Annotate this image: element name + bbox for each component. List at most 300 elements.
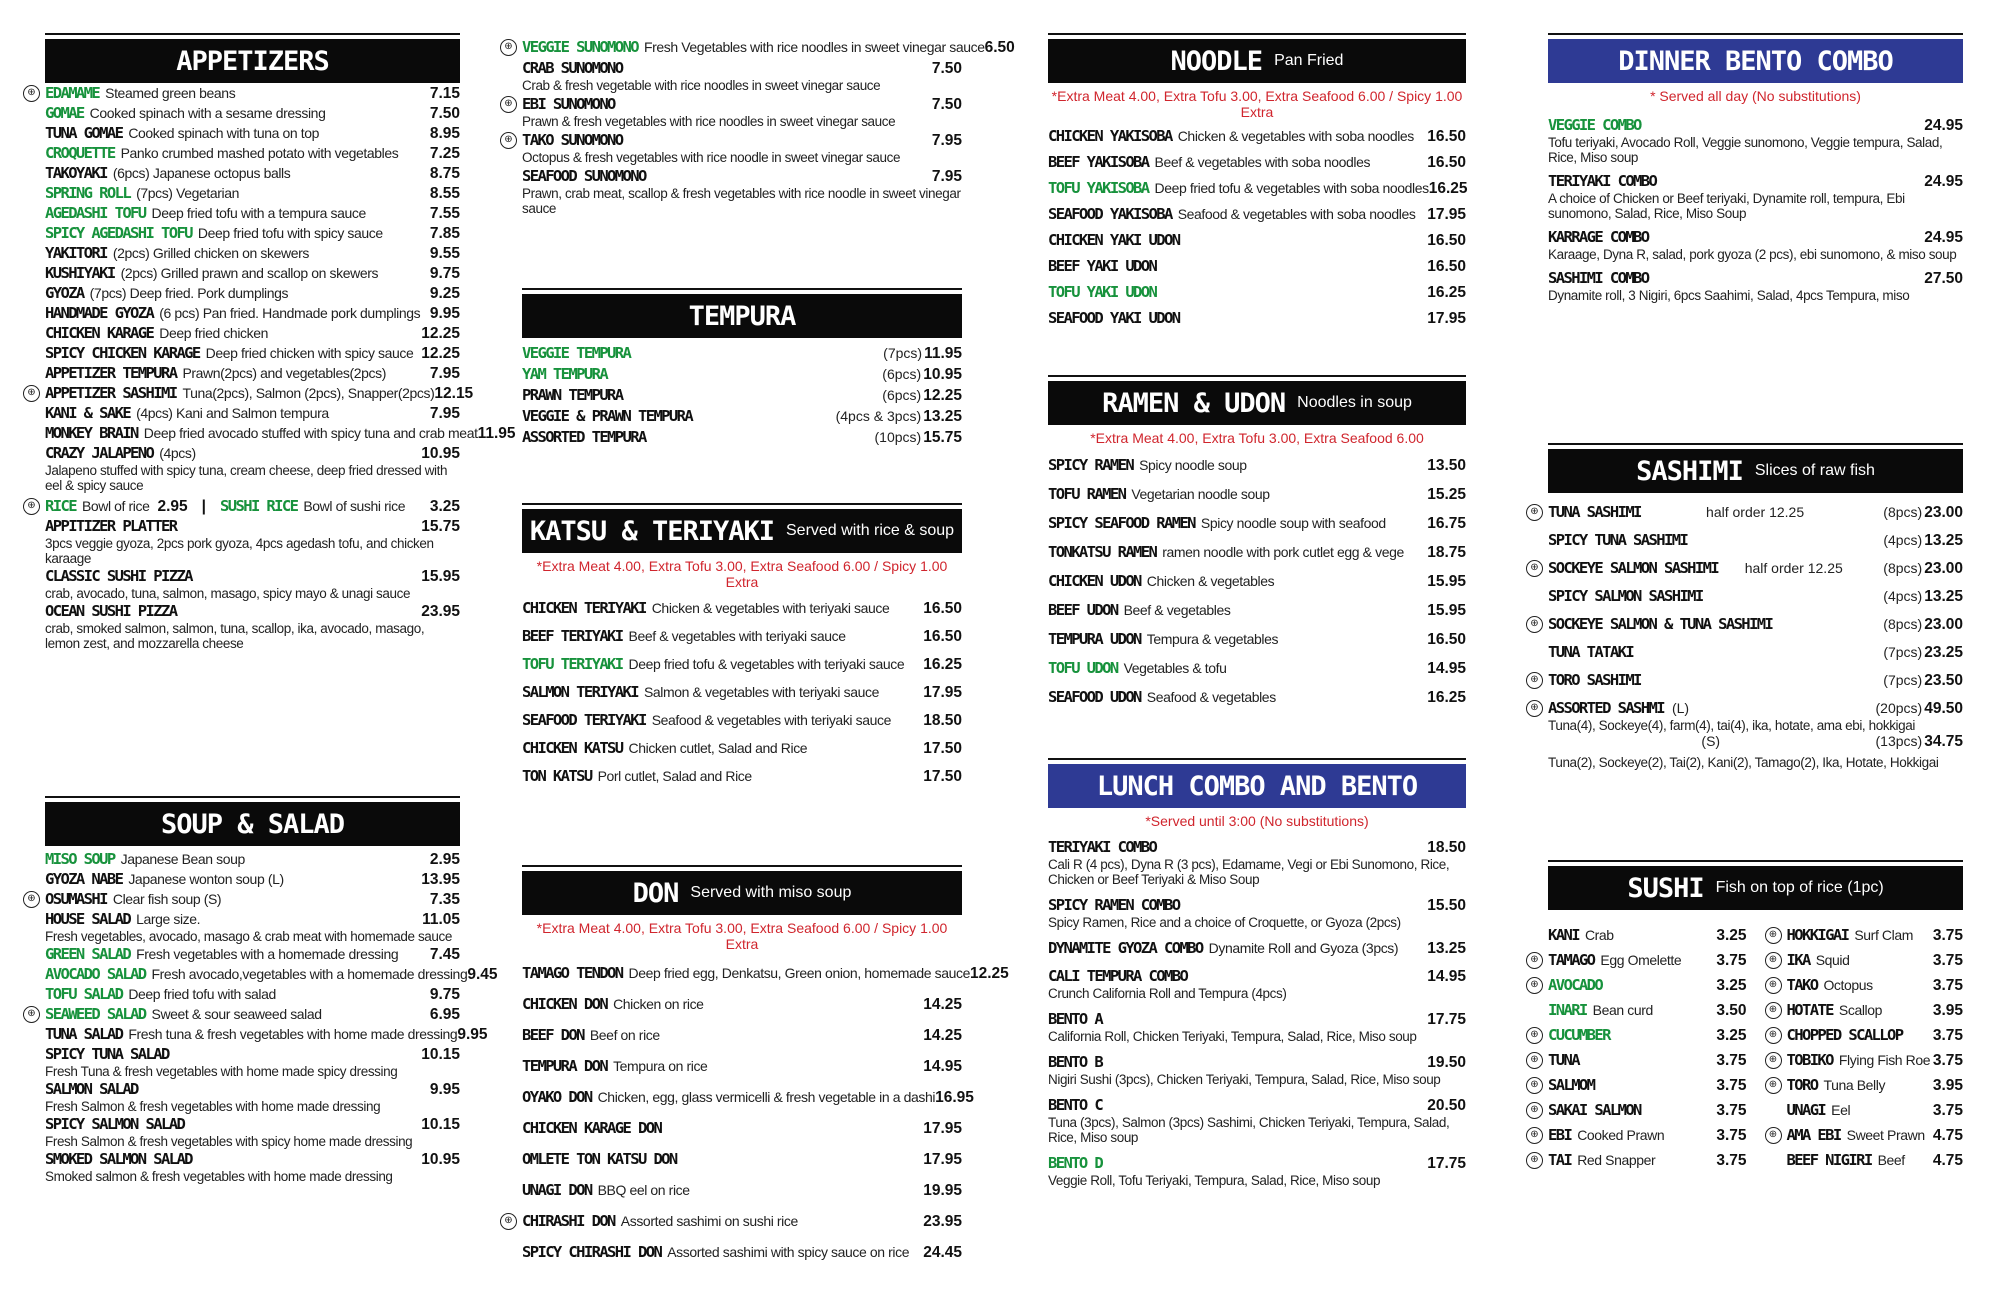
appetizers-list bbox=[27, 84, 516, 493]
menu-item bbox=[522, 1026, 962, 1045]
circle-mark-icon: ⊕ bbox=[23, 85, 40, 102]
menu-item bbox=[1787, 1151, 1964, 1170]
menu-item bbox=[1048, 572, 1466, 591]
item-name: INARI bbox=[1548, 1001, 1587, 1019]
item-price: 15.50 bbox=[1427, 897, 1466, 914]
item-price: 3.75 bbox=[1932, 1102, 1963, 1119]
menu-item-row bbox=[522, 739, 962, 758]
item-detail: Smoked salmon & fresh vegetables with home made dressing bbox=[45, 1169, 393, 1184]
item-price: 14.95 bbox=[923, 1058, 962, 1075]
menu-item-row bbox=[522, 683, 962, 702]
menu-item-row bbox=[45, 444, 460, 463]
item-price: 16.25 bbox=[1427, 284, 1466, 301]
menu-item-row bbox=[45, 364, 460, 383]
menu-item bbox=[1548, 269, 1963, 303]
menu-item bbox=[522, 365, 962, 384]
menu-item bbox=[1530, 671, 1963, 690]
item-price: 7.15 bbox=[429, 85, 460, 102]
menu-item-row bbox=[1048, 1154, 1466, 1173]
half-order: half order 12.25 bbox=[1744, 560, 1843, 576]
item-qty: (4pcs) bbox=[1883, 532, 1923, 548]
item-price: 15.95 bbox=[1427, 602, 1466, 619]
menu-item-row bbox=[522, 428, 962, 447]
item-detail: Fresh vegetables, avocado, masago & crab meat with homemade sauce bbox=[45, 929, 452, 944]
item-name: CHICKEN YAKI UDON bbox=[1048, 231, 1180, 249]
item-price: 16.50 bbox=[1427, 154, 1466, 171]
item-price: 2.95 bbox=[157, 498, 188, 515]
item-desc: Egg Omelette bbox=[1600, 952, 1682, 968]
noodle-list bbox=[1048, 127, 1466, 328]
menu-item bbox=[45, 1115, 460, 1149]
menu-item bbox=[45, 404, 460, 423]
menu-item-row bbox=[45, 602, 460, 621]
item-name: APPETIZER SASHIMI bbox=[45, 384, 177, 402]
item-price: 3.75 bbox=[1716, 952, 1747, 969]
item-price: 19.95 bbox=[923, 1182, 962, 1199]
item-desc: Beef & vegetables with soba noodles bbox=[1154, 154, 1371, 170]
item-name: TON KATSU bbox=[522, 767, 592, 785]
item-price: 12.15 bbox=[434, 385, 474, 402]
item-desc: Beef & vegetables bbox=[1123, 602, 1231, 618]
item-price: 8.95 bbox=[429, 125, 460, 142]
item-price: 7.95 bbox=[931, 168, 962, 185]
half-order: (L) bbox=[1671, 700, 1690, 716]
appetizers-list-2 bbox=[45, 517, 460, 651]
item-name: AVOCADO SALAD bbox=[45, 965, 146, 983]
item-name: VEGGIE & PRAWN TEMPURA bbox=[522, 407, 693, 425]
circle-mark-icon: ⊕ bbox=[500, 96, 517, 113]
menu-item-row bbox=[522, 386, 962, 405]
menu-item bbox=[1548, 228, 1963, 262]
menu-item-row bbox=[522, 407, 962, 426]
item-price: 16.75 bbox=[1427, 515, 1466, 532]
item-name: MISO SOUP bbox=[45, 850, 115, 868]
item-desc: Bowl of sushi rice bbox=[303, 498, 406, 514]
item-price: 4.75 bbox=[1932, 1152, 1963, 1169]
menu-item bbox=[1048, 231, 1466, 250]
item-price: 17.95 bbox=[923, 1120, 962, 1137]
menu-item-row bbox=[1048, 153, 1466, 172]
item-name: HOKKIGAI bbox=[1786, 926, 1849, 944]
item-price: 49.50 bbox=[1924, 700, 1963, 717]
circle-mark-icon: ⊕ bbox=[1765, 952, 1782, 969]
item-price: 7.55 bbox=[429, 205, 460, 222]
circle-mark-icon: ⊕ bbox=[500, 39, 517, 56]
item-name: SPICY TUNA SASHIMI bbox=[1548, 531, 1688, 549]
item-name: KUSHIYAKI bbox=[45, 264, 115, 282]
menu-item bbox=[45, 364, 460, 383]
menu-item-row bbox=[1048, 967, 1466, 986]
item-desc: Steamed green beans bbox=[105, 85, 236, 101]
menu-item-row bbox=[1768, 1076, 1964, 1095]
circle-mark-icon: ⊕ bbox=[1765, 1052, 1782, 1069]
item-price: 3.75 bbox=[1932, 977, 1963, 994]
item-name: RICE bbox=[45, 497, 76, 515]
item-detail: Tofu teriyaki, Avocado Roll, Veggie sunomono, Veggie tempura, Salad, Rice, Miso soup bbox=[1548, 135, 1943, 165]
menu-item bbox=[1048, 257, 1466, 276]
item-desc: Prawn(2pcs) and vegetables(2pcs) bbox=[182, 365, 386, 381]
section-title: RAMEN & UDON bbox=[1102, 387, 1286, 419]
item-price: 17.75 bbox=[1427, 1155, 1466, 1172]
menu-item bbox=[522, 599, 962, 618]
item-price: 16.25 bbox=[1428, 180, 1468, 197]
menu-item bbox=[1548, 172, 1963, 221]
item-detail: A choice of Chicken or Beef teriyaki, Dynamite roll, tempura, Ebi sunomono, Salad, Rice, Miso Soup bbox=[1548, 191, 1905, 221]
item-price: 23.95 bbox=[421, 603, 460, 620]
assorted-small-price: 34.75 bbox=[1924, 733, 1963, 750]
menu-item-row bbox=[522, 964, 1009, 983]
menu-item-row bbox=[522, 627, 962, 646]
item-price: 3.75 bbox=[1932, 952, 1963, 969]
item-price: 4.75 bbox=[1932, 1127, 1963, 1144]
item-detail: Fresh Salmon & fresh vegetables with home made dressing bbox=[45, 1099, 381, 1114]
appetizers-section bbox=[27, 33, 516, 651]
menu-item bbox=[1048, 659, 1466, 678]
dinner-section bbox=[1548, 33, 1963, 303]
menu-item-row bbox=[45, 104, 460, 123]
item-name: SEAFOOD TERIYAKI bbox=[522, 711, 646, 729]
item-name: TUNA TATAKI bbox=[1548, 643, 1634, 661]
item-name: OSUMASHI bbox=[45, 890, 107, 908]
item-desc: Chicken on rice bbox=[613, 996, 704, 1012]
item-name: TAKOYAKI bbox=[45, 164, 107, 182]
menu-item bbox=[1530, 1026, 1747, 1045]
item-qty: (20pcs) bbox=[1875, 700, 1923, 716]
menu-item bbox=[45, 304, 460, 323]
menu-item bbox=[1530, 559, 1963, 578]
menu-item-row bbox=[45, 945, 460, 964]
menu-item bbox=[1548, 926, 1747, 945]
menu-item bbox=[45, 124, 460, 143]
lunch-section bbox=[1048, 758, 1466, 1188]
menu-item-row bbox=[1768, 951, 1964, 970]
item-price: 9.95 bbox=[457, 1026, 488, 1043]
item-name: AGEDASHI TOFU bbox=[45, 204, 146, 222]
item-price: 16.50 bbox=[1427, 232, 1466, 249]
menu-item-row bbox=[45, 850, 460, 869]
menu-item bbox=[1530, 1076, 1747, 1095]
item-price: 18.50 bbox=[1427, 839, 1466, 856]
circle-mark-icon: ⊕ bbox=[23, 498, 40, 515]
sushi-right-list bbox=[1765, 920, 1964, 1170]
menu-item bbox=[1048, 514, 1466, 533]
menu-item-row bbox=[1548, 1001, 1747, 1020]
menu-item bbox=[45, 870, 460, 889]
item-name: CRAB SUNOMONO bbox=[522, 59, 623, 77]
item-qty: (7pcs) bbox=[883, 345, 923, 361]
circle-mark-icon: ⊕ bbox=[1765, 927, 1782, 944]
item-desc: (4pcs) Kani and Salmon tempura bbox=[136, 405, 329, 421]
ramen-list bbox=[1048, 456, 1466, 707]
menu-item-row bbox=[522, 1181, 962, 1200]
menu-item-row bbox=[45, 144, 460, 163]
item-price: 16.25 bbox=[923, 656, 962, 673]
assorted-small-label: (S) bbox=[1701, 733, 1721, 749]
menu-item bbox=[45, 344, 460, 363]
item-name: SPICY CHIRASHI DON bbox=[522, 1243, 662, 1261]
item-qty: (8pcs) bbox=[1883, 616, 1923, 632]
circle-mark-icon: ⊕ bbox=[1526, 952, 1543, 969]
item-price: 3.50 bbox=[1716, 1002, 1747, 1019]
menu-item bbox=[1530, 615, 1963, 634]
circle-mark-icon: ⊕ bbox=[1526, 616, 1543, 633]
item-price: 9.75 bbox=[429, 265, 460, 282]
item-price: 17.95 bbox=[1427, 206, 1466, 223]
item-price: 15.95 bbox=[421, 568, 460, 585]
menu-item-row bbox=[1768, 976, 1964, 995]
item-detail: Crunch California Roll and Tempura (4pcs) bbox=[1048, 986, 1287, 1001]
assorted-small-detail: Tuna(2), Sockeye(2), Tai(2), Kani(2), Tamago(2), Ika, Hotate, Hokkigai bbox=[1548, 755, 1939, 770]
menu-item bbox=[45, 144, 460, 163]
item-desc: Scallop bbox=[1838, 1002, 1883, 1018]
extras-note: *Extra Meat 4.00, Extra Tofu 3.00, Extra Seafood 6.00 / Spicy 1.00 Extra bbox=[536, 558, 948, 590]
noodle-header bbox=[1048, 33, 1466, 83]
item-qty: (4pcs) bbox=[1883, 588, 1923, 604]
menu-item bbox=[45, 1045, 460, 1079]
circle-mark-icon: ⊕ bbox=[1526, 504, 1543, 521]
item-qty: (8pcs) bbox=[1883, 504, 1923, 520]
item-desc: (4pcs) bbox=[159, 445, 196, 461]
menu-item bbox=[27, 84, 460, 103]
item-name: SEAFOOD UDON bbox=[1048, 688, 1141, 706]
item-price: 9.55 bbox=[429, 245, 460, 262]
item-detail: Cali R (4 pcs), Dyna R (3 pcs), Edamame, Vegi or Ebi Sunomono, Rice, Chicken or Beef Teriyaki & Miso Soup bbox=[1048, 857, 1450, 887]
item-name: SAKAI SALMON bbox=[1548, 1101, 1641, 1119]
section-title: SUSHI bbox=[1627, 872, 1704, 904]
menu-item bbox=[522, 739, 962, 758]
menu-item bbox=[45, 517, 460, 566]
item-desc: (7pcs) Deep fried. Pork dumplings bbox=[89, 285, 289, 301]
menu-item-row bbox=[1530, 559, 1963, 578]
item-price: 14.25 bbox=[923, 1027, 962, 1044]
item-desc: Seafood & vegetables bbox=[1146, 689, 1276, 705]
item-price: 13.25 bbox=[1924, 588, 1963, 605]
item-name: IKA bbox=[1786, 951, 1810, 969]
item-name: SOCKEYE SALMON & TUNA SASHIMI bbox=[1548, 615, 1773, 633]
item-desc: Beef on rice bbox=[589, 1027, 660, 1043]
menu-item-row bbox=[1548, 643, 1963, 662]
menu-item bbox=[1048, 205, 1466, 224]
item-name: TOBIKO bbox=[1786, 1051, 1833, 1069]
item-name: TUNA bbox=[1548, 1051, 1579, 1069]
item-price: 15.25 bbox=[1427, 486, 1466, 503]
menu-item bbox=[1768, 1126, 1964, 1145]
item-desc: (7pcs) Vegetarian bbox=[136, 185, 239, 201]
item-name: SPICY SALMON SALAD bbox=[45, 1115, 185, 1133]
item-name: VEGGIE COMBO bbox=[1548, 116, 1641, 134]
menu-item bbox=[1048, 838, 1466, 887]
menu-item-row bbox=[1048, 283, 1466, 302]
circle-mark-icon: ⊕ bbox=[1765, 1002, 1782, 1019]
item-name: CROQUETTE bbox=[45, 144, 115, 162]
don-list bbox=[504, 964, 1009, 1262]
menu-item-row bbox=[1530, 1151, 1747, 1170]
menu-item-row bbox=[1787, 1151, 1964, 1170]
menu-item bbox=[1768, 951, 1964, 970]
sushi-section bbox=[1530, 860, 1963, 1170]
menu-item bbox=[1048, 179, 1466, 198]
item-qty: (7pcs) bbox=[1883, 644, 1923, 660]
item-name: TORO SASHIMI bbox=[1548, 671, 1641, 689]
item-detail: California Roll, Chicken Teriyaki, Tempura, Salad, Rice, Miso soup bbox=[1048, 1029, 1417, 1044]
menu-item-row bbox=[522, 655, 962, 674]
item-price: 8.75 bbox=[429, 165, 460, 182]
menu-item bbox=[1048, 309, 1466, 328]
circle-mark-icon: ⊕ bbox=[23, 385, 40, 402]
item-name: CHOPPED SCALLOP bbox=[1786, 1026, 1903, 1044]
menu-item bbox=[1048, 1010, 1466, 1044]
menu-item-row bbox=[522, 767, 962, 786]
menu-item-row bbox=[1548, 228, 1963, 247]
menu-item-row bbox=[522, 1026, 962, 1045]
item-price: 10.95 bbox=[923, 366, 962, 383]
menu-item-row bbox=[1787, 1101, 1964, 1120]
menu-item-row bbox=[1048, 659, 1466, 678]
item-price: 17.95 bbox=[923, 1151, 962, 1168]
item-price: 11.05 bbox=[422, 911, 460, 928]
item-desc: Clear fish soup (S) bbox=[112, 891, 222, 907]
menu-item bbox=[45, 104, 460, 123]
item-price: 3.25 bbox=[1716, 927, 1747, 944]
menu-item-row bbox=[1530, 1076, 1747, 1095]
item-name: CHICKEN DON bbox=[522, 995, 608, 1013]
item-name: BEEF DON bbox=[522, 1026, 584, 1044]
section-title: DINNER BENTO COMBO bbox=[1618, 45, 1893, 77]
menu-item bbox=[45, 985, 460, 1004]
circle-mark-icon: ⊕ bbox=[1765, 1027, 1782, 1044]
item-detail: Prawn & fresh vegetables with rice noodles in sweet vinegar sauce bbox=[522, 114, 896, 129]
item-name: CHICKEN KARAGE bbox=[45, 324, 154, 342]
item-price: 7.35 bbox=[429, 891, 460, 908]
item-name: EBI SUNOMONO bbox=[522, 95, 615, 113]
item-desc: Fresh avocado,vegetables with a homemade dressing bbox=[151, 966, 468, 982]
menu-item bbox=[1048, 1096, 1466, 1145]
circle-mark-icon: ⊕ bbox=[1765, 1077, 1782, 1094]
menu-item bbox=[45, 224, 460, 243]
item-name: BENTO D bbox=[1048, 1154, 1103, 1172]
menu-item bbox=[27, 1005, 460, 1024]
item-name: BENTO B bbox=[1048, 1053, 1103, 1071]
item-name: SEAFOOD SUNOMONO bbox=[522, 167, 646, 185]
menu-item-row bbox=[27, 890, 460, 909]
menu-item bbox=[1768, 1026, 1964, 1045]
item-price: 24.95 bbox=[1924, 173, 1963, 190]
item-price: 12.25 bbox=[969, 965, 1009, 982]
item-desc: Vegetarian noodle soup bbox=[1131, 486, 1270, 502]
menu-item bbox=[522, 711, 962, 730]
menu-item bbox=[522, 964, 1009, 983]
item-name: HOUSE SALAD bbox=[45, 910, 131, 928]
item-name: TAMAGO bbox=[1548, 951, 1595, 969]
item-desc: Spicy noodle soup bbox=[1139, 457, 1247, 473]
item-qty: (4pcs & 3pcs) bbox=[835, 408, 922, 424]
menu-item-row bbox=[1548, 116, 1963, 135]
item-desc: Vegetables & tofu bbox=[1123, 660, 1227, 676]
menu-item-row bbox=[45, 264, 460, 283]
menu-item-row bbox=[1768, 926, 1964, 945]
sashimi-section bbox=[1530, 443, 1964, 770]
menu-item-row bbox=[522, 1243, 962, 1262]
menu-item bbox=[45, 1080, 460, 1114]
item-name: SOCKEYE SALMON SASHIMI bbox=[1548, 559, 1719, 577]
item-name: YAKITORI bbox=[45, 244, 107, 262]
item-price: 7.50 bbox=[429, 105, 460, 122]
menu-item-row bbox=[1048, 939, 1466, 958]
menu-item bbox=[522, 386, 962, 405]
menu-item bbox=[1548, 587, 1963, 606]
menu-item bbox=[522, 1088, 974, 1107]
menu-item-row bbox=[27, 1005, 460, 1024]
item-desc: Panko crumbed mashed potato with vegetables bbox=[120, 145, 399, 161]
item-name: CALI TEMPURA COMBO bbox=[1048, 967, 1188, 985]
menu-item bbox=[45, 965, 498, 984]
menu-item-row bbox=[1048, 231, 1466, 250]
item-name: CHIRASHI DON bbox=[522, 1212, 615, 1230]
item-name: SEAWEED SALAD bbox=[45, 1005, 146, 1023]
menu-item bbox=[522, 344, 962, 363]
item-name: TAMAGO TENDON bbox=[522, 964, 623, 982]
item-price: 14.95 bbox=[1427, 660, 1466, 677]
item-name: GYOZA bbox=[45, 284, 84, 302]
menu-item-row bbox=[1530, 1101, 1747, 1120]
dinner-header bbox=[1548, 33, 1963, 83]
sashimi-list bbox=[1530, 503, 1964, 718]
served-note: * Served all day (No substitutions) bbox=[1650, 88, 1861, 104]
menu-item-row bbox=[45, 1025, 488, 1044]
circle-mark-icon: ⊕ bbox=[1526, 1052, 1543, 1069]
menu-item bbox=[504, 38, 1015, 57]
tempura-list bbox=[522, 344, 962, 447]
menu-item-row bbox=[27, 384, 474, 403]
item-desc: Seafood & vegetables with teriyaki sauce bbox=[651, 712, 891, 728]
katsu-header bbox=[522, 503, 962, 553]
item-price: 23.50 bbox=[1924, 672, 1963, 689]
item-detail: Veggie Roll, Tofu Teriyaki, Tempura, Salad, Rice, Miso soup bbox=[1048, 1173, 1381, 1188]
item-name: GYOZA NABE bbox=[45, 870, 123, 888]
half-order: half order 12.25 bbox=[1706, 504, 1805, 520]
item-name: OYAKO DON bbox=[522, 1088, 592, 1106]
menu-item bbox=[522, 1119, 962, 1138]
item-price: 3.75 bbox=[1716, 1077, 1747, 1094]
item-name: SPICY RAMEN bbox=[1048, 456, 1134, 474]
item-desc: Chicken & vegetables with teriyaki sauce bbox=[651, 600, 890, 616]
item-desc: Deep fried tofu with a tempura sauce bbox=[151, 205, 366, 221]
menu-item bbox=[522, 407, 962, 426]
menu-item-row bbox=[1048, 896, 1466, 915]
item-name: CRAZY JALAPENO bbox=[45, 444, 154, 462]
item-name: CHICKEN YAKISOBA bbox=[1048, 127, 1172, 145]
item-price: 15.75 bbox=[923, 429, 962, 446]
menu-item-row bbox=[1048, 543, 1466, 562]
section-subtitle: Served with miso soup bbox=[690, 884, 852, 901]
item-detail: Karaage, Dyna R, salad, pork gyoza (2 pcs), ebi sunomono, & miso soup bbox=[1548, 247, 1957, 262]
item-detail: Fresh Tuna & fresh vegetables with home made spicy dressing bbox=[45, 1064, 398, 1079]
menu-item-row bbox=[45, 284, 460, 303]
menu-item bbox=[1048, 688, 1466, 707]
item-name: KANI bbox=[1548, 926, 1579, 944]
item-name: TERIYAKI COMBO bbox=[1048, 838, 1157, 856]
item-name: MONKEY BRAIN bbox=[45, 424, 138, 442]
item-price: 15.95 bbox=[1427, 573, 1466, 590]
menu-item-row bbox=[1768, 1001, 1964, 1020]
menu-item bbox=[45, 910, 460, 944]
menu-item-row bbox=[522, 1057, 962, 1076]
item-detail: Tuna (3pcs), Salmon (3pcs) Sashimi, Chicken Teriyaki, Tempura, Salad, Rice, Miso soup bbox=[1048, 1115, 1450, 1145]
item-price: 9.75 bbox=[429, 986, 460, 1003]
soup-salad-section bbox=[27, 796, 498, 1184]
item-desc: Assorted sashimi on sushi rice bbox=[620, 1213, 798, 1229]
item-detail: Crab & fresh vegetable with rice noodles in sweet vinegar sauce bbox=[522, 78, 881, 93]
